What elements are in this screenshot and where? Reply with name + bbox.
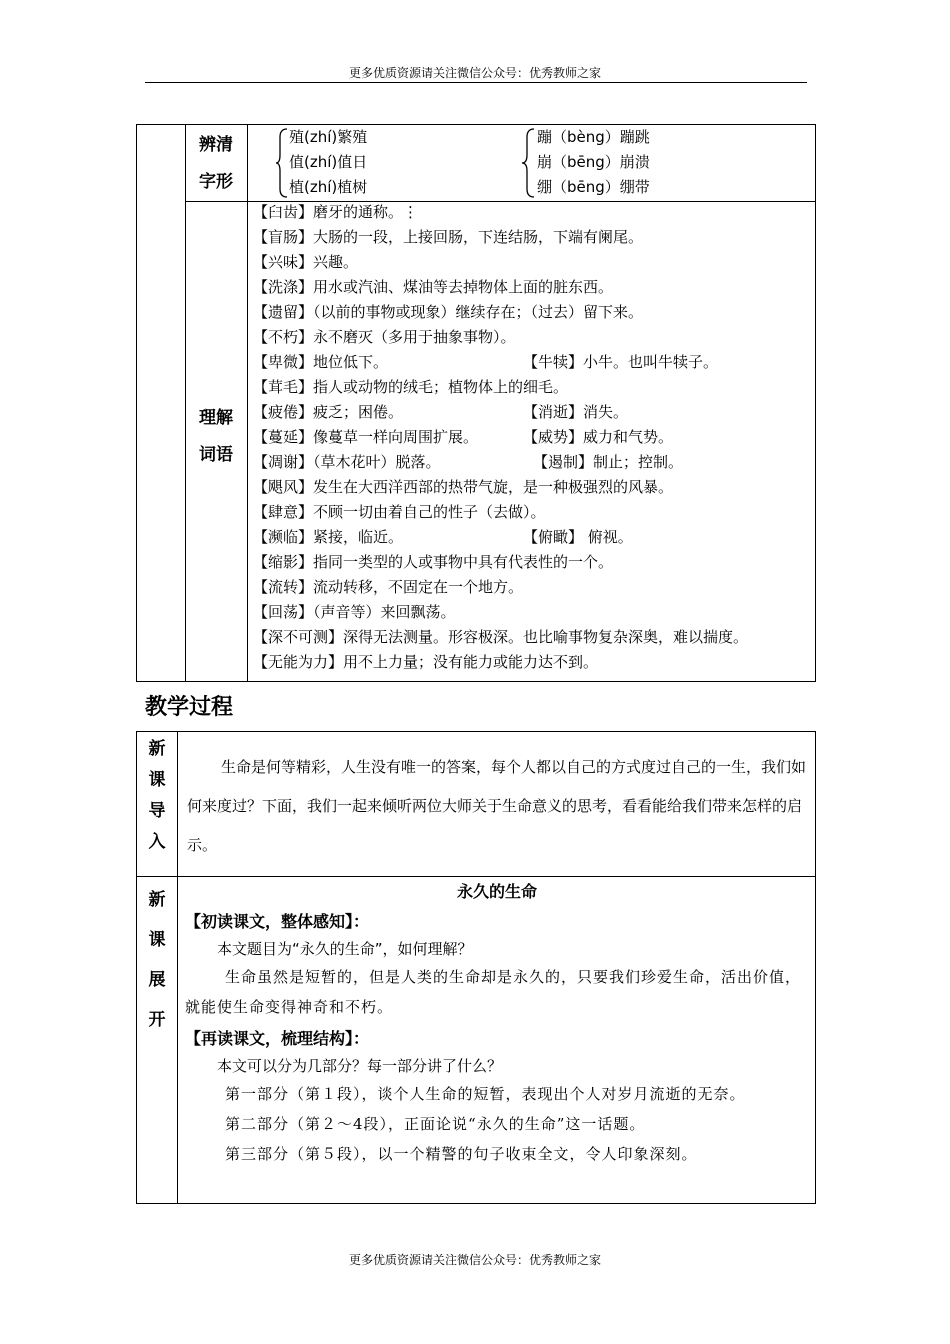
- list-item: [253, 400, 813, 425]
- label-char: 导: [148, 801, 166, 821]
- part-1: 第一部分（第１段），谈个人生命的短暂，表现出个人对岁月流逝的无奈。: [225, 1085, 746, 1103]
- question-2: 本文可以分为几部分？每一部分讲了什么？: [217, 1057, 503, 1075]
- list-item: [253, 300, 813, 325]
- section-title: 教学过程: [145, 695, 234, 720]
- vocab-entry: 【飓风】发生在大西洋西部的热带气旋，是一种极强烈的风暴。: [253, 478, 674, 496]
- develop-content: [185, 877, 809, 1169]
- heading-first-read: 【初读课文，整体感知】：: [185, 912, 370, 931]
- right-brace-icon: [520, 127, 536, 199]
- label-char: 展: [148, 970, 166, 990]
- list-item: [253, 350, 813, 375]
- part-2: 第二部分（第２～4段），正面论说“永久的生命”这一话题。: [225, 1115, 646, 1133]
- vocab-entry: 【凋谢】（草木花叶）脱落。: [253, 453, 441, 471]
- list-item: [253, 550, 813, 575]
- ciyu-label: [185, 400, 247, 474]
- list-item: [253, 575, 813, 600]
- intro-label: [137, 734, 177, 858]
- process-table: [136, 731, 816, 1204]
- vocab-entry: 【洗涤】用水或汽油、煤油等去掉物体上面的脏东西。: [253, 278, 614, 296]
- vocab-entry: 【濒临】紧接，临近。: [253, 528, 404, 546]
- vocab-entry: 【卑微】地位低下。: [253, 353, 389, 371]
- heading-second-read: 【再读课文，梳理结构】：: [185, 1029, 370, 1048]
- vocab-entry: 【疲倦】疲乏；困倦。: [253, 403, 404, 421]
- vocab-entry: 【遗留】（以前的事物或现象）继续存在；（过去）留下来。: [253, 303, 644, 321]
- vocab-entry: 【威势】威力和气势。: [523, 428, 674, 446]
- zixing-label: [185, 127, 247, 201]
- vocab-entry: 【遏制】制止；控制。: [533, 453, 684, 471]
- vocab-table: [136, 124, 816, 682]
- vocab-entry: 【俯瞰】 俯视。: [523, 528, 633, 546]
- list-item: [253, 225, 813, 250]
- vocab-entry: 【缩影】指同一类型的人或事物中具有代表性的一个。: [253, 553, 614, 571]
- table-blank-column: [137, 125, 186, 681]
- label-char: 课: [148, 770, 166, 790]
- label-char: 新: [148, 739, 166, 759]
- ciyu-label-line2: 词语: [199, 445, 233, 465]
- list-item: [253, 375, 813, 400]
- label-char: 课: [148, 930, 166, 950]
- intro-text: 生命是何等精彩，人生没有唯一的答案，每个人都以自己的方式度过自己的一生，我们如何来度过？下面，我们一起来倾听两位大师关于生命意义的思考，看看能给我们带来怎样的启示。: [187, 758, 807, 854]
- label-char: 新: [148, 890, 166, 910]
- vocab-entry: 【深不可测】深得无法测量。形容极深。也比喻事物复杂深奥，难以揣度。: [253, 628, 749, 646]
- part-3: 第三部分（第５段），以一个精警的句子收束全文，令人印象深刻。: [225, 1145, 698, 1163]
- list-item: [253, 500, 813, 525]
- vocab-entry: 【无能为力】用不上力量；没有能力或能力达不到。: [253, 653, 599, 671]
- list-item: [253, 450, 813, 475]
- list-item: [253, 475, 813, 500]
- zixing-label-line2: 字形: [199, 172, 233, 192]
- zixing-item: 崩（bēng）崩溃: [537, 153, 650, 171]
- vocab-entry: 【消逝】消失。: [523, 403, 629, 421]
- page-footer: 更多优质资源请关注微信公众号：优秀教师之家: [348, 1253, 601, 1267]
- vocab-entry: 【不朽】永不磨灭（多用于抽象事物）。: [253, 328, 516, 346]
- zixing-item: 蹦（bèng）蹦跳: [537, 128, 650, 146]
- vocab-list: [253, 200, 813, 675]
- list-item: [253, 250, 813, 275]
- list-item: [253, 625, 813, 650]
- label-char: 入: [148, 832, 166, 852]
- label-char: 开: [148, 1010, 166, 1030]
- ciyu-label-line1: 理解: [199, 408, 233, 428]
- page-header: 更多优质资源请关注微信公众号：优秀教师之家: [348, 66, 601, 80]
- list-item: [253, 200, 813, 225]
- vocab-entry: 【牛犊】小牛。也叫牛犊子。: [523, 353, 719, 371]
- zixing-item: 殖(zhí)繁殖: [289, 128, 368, 146]
- vocab-entry: 【肆意】不顾一切由着自己的性子（去做）。: [253, 503, 546, 521]
- vocab-entry: 【茸毛】指人或动物的绒毛；植物体上的细毛。: [253, 378, 569, 396]
- answer-1: 生命虽然是短暂的，但是人类的生命却是永久的，只要我们珍爱生命，活出价值，就能使生命变得神奇和不朽。: [185, 968, 802, 1016]
- zixing-item: 植(zhí)植树: [289, 178, 368, 196]
- left-brace-icon: [275, 127, 289, 199]
- develop-label: [137, 880, 177, 1040]
- list-item: [253, 275, 813, 300]
- zixing-left-group: [289, 125, 367, 200]
- list-item: [253, 325, 813, 350]
- list-item: [253, 525, 813, 550]
- list-item: [253, 650, 813, 675]
- vocab-entry: 【臼齿】磨牙的通称。⋮: [253, 203, 419, 221]
- vocab-entry: 【蔓延】像蔓草一样向周围扩展。: [253, 428, 479, 446]
- zixing-right-group: [537, 125, 650, 200]
- zixing-item: 绷（bēng）绷带: [537, 178, 650, 196]
- zixing-label-line1: 辨清: [199, 135, 233, 155]
- header-rule: [145, 82, 807, 83]
- lesson-title: 永久的生命: [456, 882, 537, 901]
- vocab-entry: 【流转】流动转移，不固定在一个地方。: [253, 578, 524, 596]
- vocab-entry: 【回荡】（声音等）来回飘荡。: [253, 603, 456, 621]
- vocab-entry: 【盲肠】大肠的一段，上接回肠，下连结肠，下端有阑尾。: [253, 228, 644, 246]
- zixing-item: 值(zhí)值日: [289, 153, 368, 171]
- table-column-divider: [177, 732, 178, 1203]
- list-item: [253, 425, 813, 450]
- vocab-entry: 【兴味】兴趣。: [253, 253, 359, 271]
- question-1: 本文题目为“永久的生命”，如何理解？: [217, 940, 473, 958]
- list-item: [253, 600, 813, 625]
